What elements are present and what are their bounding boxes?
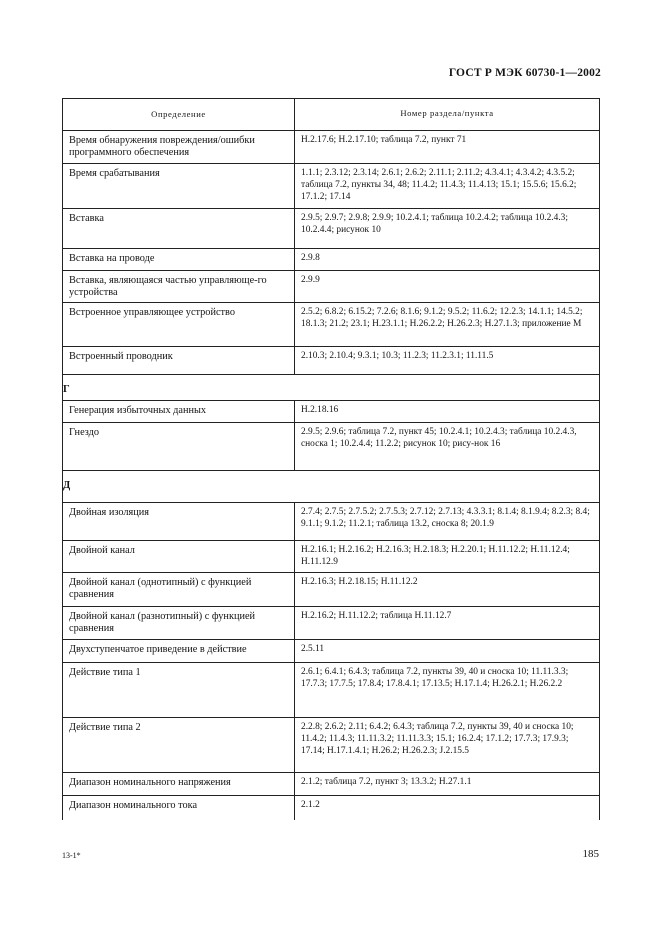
document-header: ГОСТ Р МЭК 60730-1—2002: [448, 67, 601, 79]
column-header-definition: Определение: [63, 99, 295, 130]
ref-cell: 2.9.5; 2.9.7; 2.9.8; 2.9.9; 10.2.4.1; таблица 10.2.4.2; таблица 10.2.4.3; 10.2.4.4; рисунок 10: [301, 213, 568, 235]
term-cell: Время обнаружения повреждения/ошибки программного обеспечения: [63, 131, 295, 163]
term-cell: Диапазон номинального напряжения: [63, 773, 295, 795]
term-cell: Вставка: [63, 209, 295, 248]
table-row: [63, 773, 599, 796]
table-row: [63, 209, 599, 249]
ref-cell: 2.9.9: [301, 275, 320, 285]
ref-cell: 2.5.2; 6.8.2; 6.15.2; 7.2.6; 8.1.6; 9.1.2; 9.5.2; 11.6.2; 12.2.3; 14.1.1; 14.5.2; 18.1.3; 21.2; 23.1; Н.23.1.1; Н.26.2.2; Н.26.2.3; Н.27.1.3; приложение М: [301, 307, 583, 329]
ref-cell: Н.2.16.1; Н.2.16.2; Н.2.16.3; Н.2.18.3; Н.2.20.1; Н.11.12.2; Н.11.12.4; Н.11.12.9: [301, 545, 570, 567]
term-cell: Двухступенчатое приведение в действие: [63, 640, 295, 662]
table-header-row: [63, 99, 599, 131]
section-letter-d: Д: [63, 471, 599, 503]
table-row: [63, 573, 599, 607]
table-row: [63, 663, 599, 718]
index-table: [62, 98, 600, 820]
table-row: [63, 640, 599, 663]
term-cell: Действие типа 1: [63, 663, 295, 717]
term-cell: Двойной канал: [63, 541, 295, 572]
term-cell: Вставка, являющаяся частью управляюще-го устройства: [63, 271, 295, 302]
term-cell: Встроенное управляющее устройство: [63, 303, 295, 346]
table-row: [63, 503, 599, 541]
ref-cell: 2.7.4; 2.7.5; 2.7.5.2; 2.7.5.3; 2.7.12; 2.7.13; 4.3.3.1; 8.1.4; 8.1.9.4; 8.2.3; 8.4; 9.1.1; 9.1.2; 11.2.1; таблица 13.2, сноска 8; 20.1.9: [301, 507, 590, 529]
table-row: [63, 271, 599, 303]
ref-cell: 2.5.11: [301, 644, 325, 654]
ref-cell: Н.2.16.3; Н.2.18.15; Н.11.12.2: [301, 577, 418, 587]
ref-cell: 2.9.5; 2.9.6; таблица 7.2, пункт 45; 10.2.4.1; 10.2.4.3; таблица 10.2.4.3, сноска 1; 10.2.4.4; 11.2.2; рисунок 10; рису-нок 16: [301, 427, 577, 449]
term-cell: Генерация избыточных данных: [63, 401, 295, 422]
table-row: [63, 541, 599, 573]
table-row: [63, 401, 599, 423]
sheet-mark: 13-1*: [62, 851, 81, 860]
term-cell: Двойной канал (разнотипный) с функцией сравнения: [63, 607, 295, 639]
ref-cell: 2.2.8; 2.6.2; 2.11; 6.4.2; 6.4.3; таблица 7.2, пункты 39, 40 и сноска 10; 11.4.2; 11.4.3; 11.11.3.2; 11.11.3.3; 15.1; 16.2.4; 17.1.2; 17.7.3; 17.9.3; 17.14; Н.17.1.4.1; Н.26.2; Н.26.2.3; J.2.15.5: [301, 722, 574, 756]
ref-cell: Н.2.17.6; Н.2.17.10; таблица 7.2, пункт 71: [301, 135, 467, 145]
term-cell: Двойная изоляция: [63, 503, 295, 540]
table-row: [63, 164, 599, 209]
table-row: [63, 131, 599, 164]
ref-cell: 1.1.1; 2.3.12; 2.3.14; 2.6.1; 2.6.2; 2.11.1; 2.11.2; 4.3.4.1; 4.3.4.2; 4.3.5.2; таблица 7.2, пункты 34, 48; 11.4.2; 11.4.3; 11.4.13; 15.1; 15.5.6; 15.6.2; 17.1.2; 17.14: [301, 168, 577, 202]
section-letter-g: Г: [63, 375, 599, 401]
term-cell: Гнездо: [63, 423, 295, 470]
ref-cell: Н.2.16.2; Н.11.12.2; таблица Н.11.12.7: [301, 611, 452, 621]
ref-cell: 2.1.2: [301, 800, 320, 810]
ref-cell: 2.1.2; таблица 7.2, пункт 3; 13.3.2; Н.27.1.1: [301, 777, 472, 787]
table-row: [63, 718, 599, 773]
table-row: [63, 796, 599, 820]
term-cell: Диапазон номинального тока: [63, 796, 295, 820]
ref-cell: 2.10.3; 2.10.4; 9.3.1; 10.3; 11.2.3; 11.2.3.1; 11.11.5: [301, 351, 494, 361]
table-row: [63, 347, 599, 375]
term-cell: Вставка на проводе: [63, 249, 295, 270]
ref-cell: Н.2.18.16: [301, 405, 339, 415]
ref-cell: 2.6.1; 6.4.1; 6.4.3; таблица 7.2, пункты 39, 40 и сноска 10; 11.11.3.3; 17.7.3; 17.7.5; 17.8.4; 17.8.4.1; 17.13.5; Н.17.1.4; Н.26.2.1; Н.26.2.2: [301, 667, 569, 689]
table-row: [63, 423, 599, 471]
table-row: [63, 249, 599, 271]
table-row: [63, 607, 599, 640]
term-cell: Встроенный проводник: [63, 347, 295, 374]
table-row: [63, 303, 599, 347]
page-number: 185: [582, 848, 599, 860]
term-cell: Двойной канал (однотипный) с функцией сравнения: [63, 573, 295, 606]
column-header-section: Номер раздела/пункта: [400, 108, 494, 118]
term-cell: Действие типа 2: [63, 718, 295, 772]
ref-cell: 2.9.8: [301, 253, 320, 263]
term-cell: Время срабатывания: [63, 164, 295, 208]
